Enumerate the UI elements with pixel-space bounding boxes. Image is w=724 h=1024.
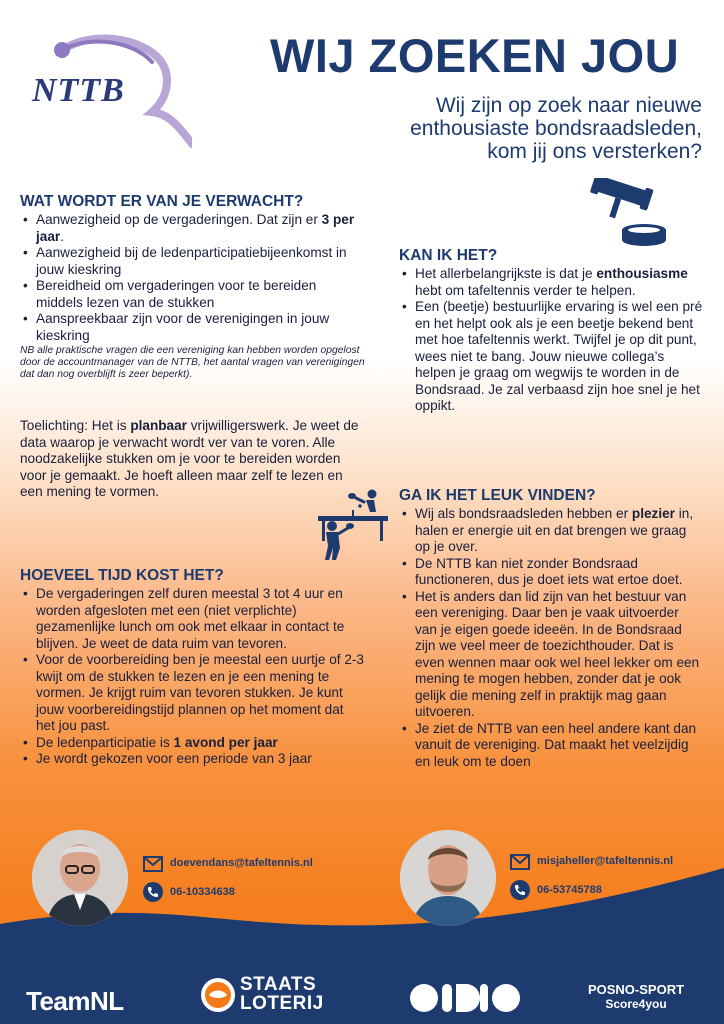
contact-phone[interactable]: 06-10334638 (170, 886, 235, 898)
contact-email[interactable]: misjaheller@tafeltennis.nl (537, 855, 674, 867)
list-item: • Wij als bondsraadsleden hebben er plezier in, halen er energie uit en dat brengen we graag op je over. (399, 506, 704, 556)
subtitle-line: kom jij ons versterken? (487, 140, 702, 163)
list-item: • Het is anders dan lid zijn van het bestuur van een vereniging. Daar ben je vaak uitvoerder van je eigen goede ideeën. In de Bondsraad zijn we veel meer de toezichthouder. Dat is even wennen maar ook wel heel lekker om een mening te mogen hebben, zonder dat je ook gelijk die mening zelf in praktijk mag gaan uitvoeren. (399, 589, 704, 721)
toelichting-paragraph: Toelichting: Het is planbaar vrijwilligerswerk. Je weet de data waarop je verwacht wordt ver van te voren. Alle noodzakelijke stukken om je voor te bereiden worden voor je gemaakt. Je hoeft alleen maar zelf te lezen en een mening te vormen. (20, 418, 359, 499)
logo-text: NTTB (32, 72, 125, 109)
sponsor-teamnl: TeamNL (26, 986, 124, 1016)
section-heading-verwacht: WAT WORDT ER VAN JE VERWACHT? (20, 193, 304, 210)
verwacht-list (20, 212, 360, 344)
subtitle-line: enthousiaste bondsraadsleden, (410, 117, 702, 140)
nttb-logo (22, 28, 192, 148)
list-item: • Aanspreekbaar zijn voor de verenigingen in jouw kieskring (20, 311, 360, 344)
list-item: • Je ziet de NTTB van een heel andere kant dan vanuit de vereniging. Dat maakt het veelzijdig en leuk om te doen (399, 721, 704, 771)
tijd-list (20, 586, 365, 768)
subtitle (302, 94, 702, 163)
email-icon (510, 852, 530, 872)
table-tennis-icon (316, 488, 390, 560)
phone-icon (510, 880, 530, 900)
gavel-icon (590, 178, 674, 250)
list-item: • De ledenparticipatie is 1 avond per jaar (20, 735, 365, 752)
list-item: • Voor de voorbereiding ben je meestal een uurtje of 2-3 kwijt om de stukken te lezen en je een mening te vormen. Je krijgt ruim van tevoren stukken. Je kunt jouw voorbereidingstijd plannen op het moment dat het jou past. (20, 652, 365, 735)
contact-email[interactable]: doevendans@tafeltennis.nl (170, 857, 313, 869)
verwacht-note: NB alle praktische vragen die een vereniging kan hebben worden opgelost door de accountmanager van de NTTB, het aantal vragen van verenigingen dat dan nog overblijft is zeer beperkt). (20, 345, 365, 380)
list-item: • Het allerbelangrijkste is dat je enthousiasme hebt om tafeltennis verder te helpen. (399, 266, 704, 299)
list-item: • Aanwezigheid op de vergaderingen. Dat zijn er 3 per jaar. (20, 212, 360, 245)
section-heading-tijd: HOEVEEL TIJD KOST HET? (20, 567, 224, 584)
staatsloterij-logo-icon (200, 977, 236, 1013)
list-item: • Bereidheid om vergaderingen voor te bereiden middels lezen van de stukken (20, 278, 360, 311)
sponsor-posno-line: POSNO-SPORT (587, 982, 685, 997)
leuk-list (399, 506, 704, 770)
avatar (32, 830, 128, 926)
email-icon (143, 854, 163, 874)
sponsor-score-line: Score4you (605, 997, 667, 1011)
odido-logo-icon (408, 982, 520, 1014)
section-heading-kan: KAN IK HET? (399, 247, 498, 264)
sponsor-posno (578, 982, 694, 1011)
section-heading-leuk: GA IK HET LEUK VINDEN? (399, 487, 596, 504)
list-item: • De NTTB kan niet zonder Bondsraad functioneren, dus je doet iets wat ertoe doet. (399, 556, 704, 589)
avatar (400, 830, 496, 926)
sponsor-loterij-line: LOTERIJ (240, 993, 324, 1014)
sponsor-staats-line: STAATS (240, 974, 317, 995)
list-item: • Je wordt gekozen voor een periode van 3 jaar (20, 751, 365, 768)
phone-icon (143, 882, 163, 902)
sponsor-staatsloterij (240, 975, 324, 1013)
list-item: • Een (beetje) bestuurlijke ervaring is wel een pré en het helpt ook als je een beetje bekend bent met hoe tafeltennis werkt. Twijfel je op dit punt, wees niet te bang. Jouw nieuwe collega’s helpen je graag om wegwijs te worden in de Bondsraad. Je zal verbaasd zijn hoe snel je het oppikt. (399, 299, 704, 415)
contact-phone[interactable]: 06-53745788 (537, 884, 602, 896)
kan-list (399, 266, 704, 415)
page-title: WIJ ZOEKEN JOU (270, 29, 680, 82)
subtitle-line: Wij zijn op zoek naar nieuwe (435, 94, 702, 117)
list-item: • De vergaderingen zelf duren meestal 3 tot 4 uur en worden afgesloten met een (niet verplichte) gezamenlijke lunch om ook met elkaar in contact te blijven. Je weet de data ruim van tevoren. (20, 586, 365, 652)
list-item: • Aanwezigheid bij de ledenparticipatiebijeenkomst in jouw kieskring (20, 245, 360, 278)
